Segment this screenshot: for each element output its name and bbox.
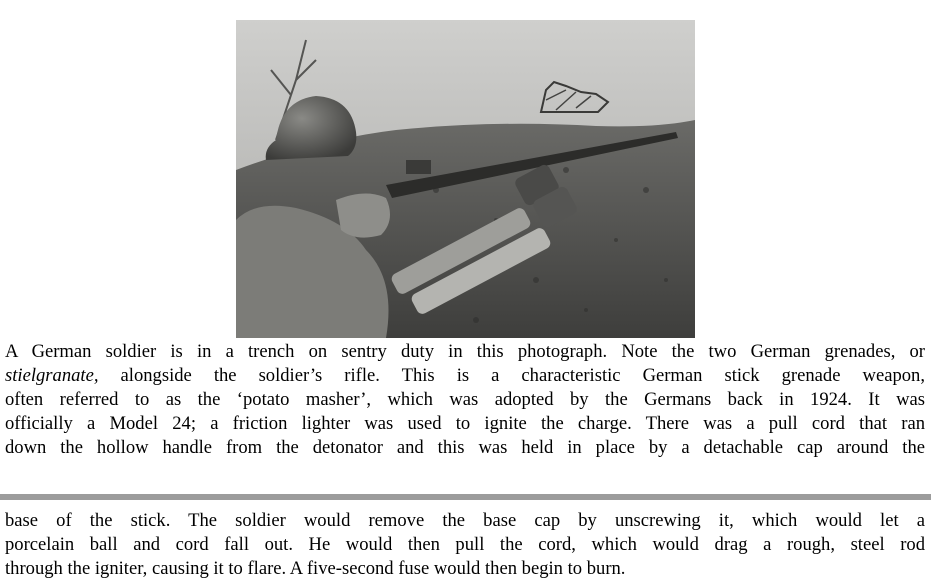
caption-line-3 <box>5 388 925 412</box>
continuation-line-2: porcelain ball and cord fall out. He would then pull the cord, which would drag a rough, steel rod <box>5 534 925 555</box>
soldier-photograph <box>236 20 695 338</box>
caption-text: officially a Model 24; a friction lighter was used to ignite the charge. There was a pull cord that ran <box>5 413 925 434</box>
photo-caption <box>5 340 925 460</box>
caption-line-1 <box>5 340 925 364</box>
caption-text: down the hollow handle from the detonator and this was held in place by a detachable cap around the <box>5 437 925 458</box>
caption-text: A German soldier is in a trench on sentry duty in this photograph. Note the two German grenades, or <box>5 341 925 362</box>
caption-line-4 <box>5 412 925 436</box>
caption-line-5 <box>5 436 925 460</box>
stielgranate-term: stielgranate, <box>5 365 99 386</box>
caption-text: often referred to as the ‘potato masher’, which was adopted by the Germans back in 1924. It was <box>5 389 925 410</box>
continuation-text <box>5 509 925 581</box>
continuation-line-1: base of the stick. The soldier would remove the base cap by unscrewing it, which would let a <box>5 510 925 531</box>
caption-text: alongside the soldier’s rifle. This is a characteristic German stick grenade weapon, <box>98 365 925 386</box>
page-divider <box>0 494 931 500</box>
photograph-image <box>236 20 695 338</box>
caption-line-2 <box>5 364 925 388</box>
continuation-line-3: through the igniter, causing it to flare. A five-second fuse would then begin to burn. <box>5 558 626 579</box>
